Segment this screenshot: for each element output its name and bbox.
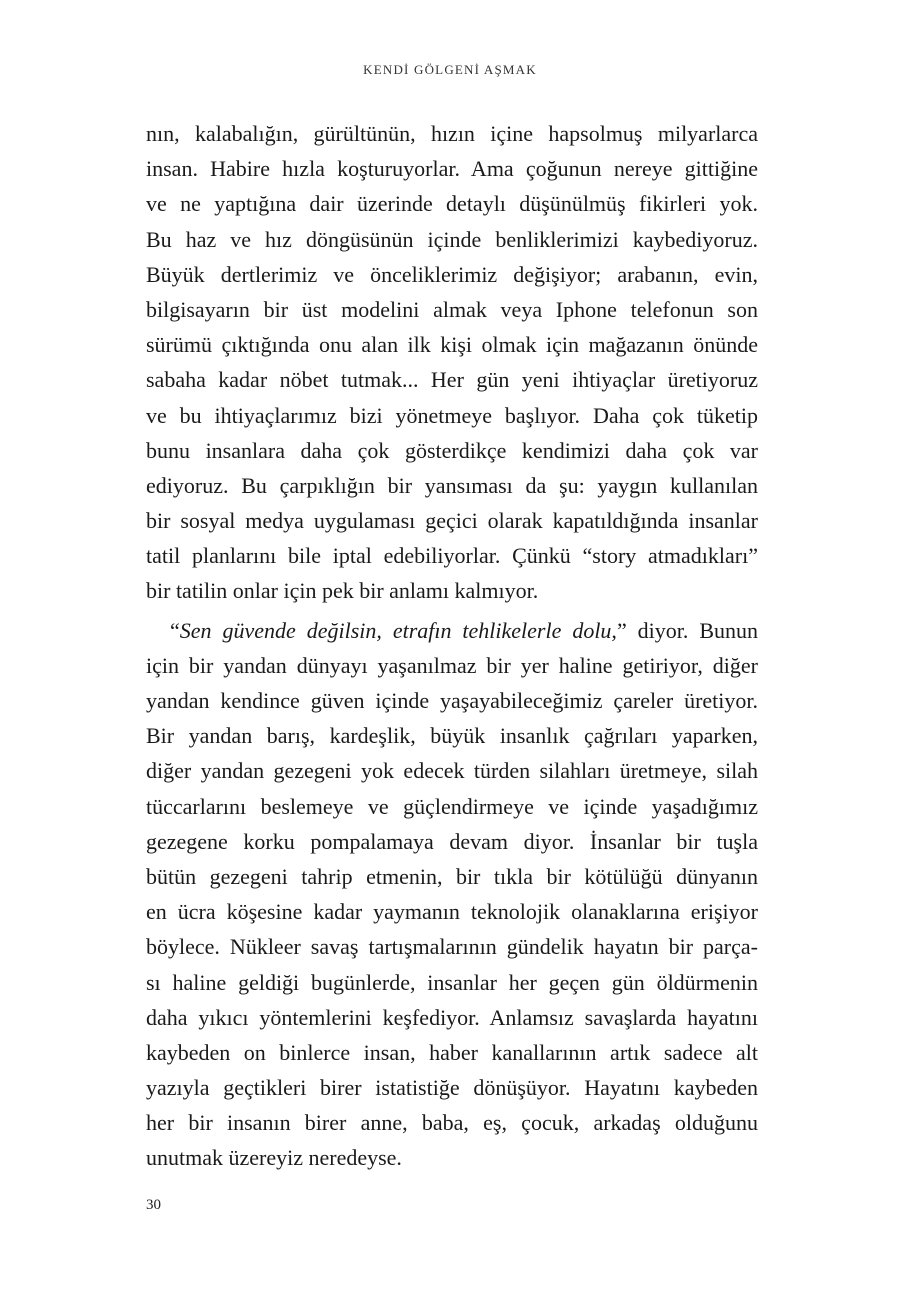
- paragraph-2: [146, 613, 758, 1176]
- body-text: [146, 116, 758, 1176]
- text-line: bir tatilin onlar için pek bir anlamı kalmıyor.: [146, 578, 539, 604]
- text-line: için bir yandan dünyayı yaşanılmaz bir yer haline getiriyor, diğer: [146, 652, 758, 678]
- text-line: yandan kendince güven içinde yaşayabileceğimiz çareler üretiyor.: [146, 688, 758, 713]
- text-line: sabaha kadar nöbet tutmak... Her gün yeni ihtiyaçlar üretiyoruz: [146, 367, 758, 393]
- text-line: sı haline geldiği bugünlerde, insanlar her geçen gün öldürmenin: [146, 969, 758, 995]
- text-line: diğer yandan gezegeni yok edecek türden silahları üretmeye, silah: [146, 758, 758, 784]
- text-line: Bir yandan barış, kardeşlik, büyük insanlık çağrıları yaparken,: [146, 723, 758, 749]
- paragraph-1: [146, 116, 758, 609]
- text-line: bütün gezegeni tahrip etmenin, bir tıkla bir kötülüğü dünyanın: [146, 863, 758, 889]
- text-line: sürümü çıktığında onu alan ilk kişi olmak için mağazanın önünde: [146, 332, 758, 358]
- text-line: ve ne yaptığına dair üzerinde detaylı düşünülmüş fikirleri yok.: [146, 191, 758, 217]
- text-line: Bu haz ve hız döngüsünün içinde benliklerimizi kaybediyoruz.: [146, 226, 758, 252]
- text-line: kaybeden on binlerce insan, haber kanallarının artık sadece alt: [146, 1039, 758, 1065]
- text-line: gezegene korku pompalamaya devam diyor. İnsanlar bir tuşla: [146, 828, 758, 854]
- text-line: yazıyla geçtikleri birer istatistiğe dönüşüyor. Hayatını kaybeden: [146, 1075, 758, 1101]
- text-line: ediyoruz. Bu çarpıklığın bir yansıması da şu: yaygın kullanılan: [146, 472, 758, 498]
- text-line: tatil planlarını bile iptal edebiliyorlar. Çünkü “story atmadıkları”: [146, 543, 758, 569]
- text-line: insan. Habire hızla koşturuyorlar. Ama çoğunun nereye gittiğine: [146, 156, 758, 182]
- text-line: en ücra köşesine kadar yaymanın teknolojik olanaklarına erişiyor: [146, 899, 758, 925]
- text-line: Büyük dertlerimiz ve önceliklerimiz değişiyor; arabanın, evin,: [146, 261, 758, 287]
- text-line: daha yıkıcı yöntemlerini keşfediyor. Anlamsız savaşlarda hayatını: [146, 1004, 758, 1030]
- text-line: böylece. Nükleer savaş tartışmalarının gündelik hayatın bir parça-: [146, 934, 758, 960]
- text-line: unutmak üzereyiz neredeyse.: [146, 1145, 402, 1171]
- text-line: ve bu ihtiyaçlarımız bizi yönetmeye başlıyor. Daha çok tüketip: [146, 402, 758, 428]
- text-line: nın, kalabalığın, gürültünün, hızın içine hapsolmuş milyarlarca: [146, 121, 758, 146]
- text-line: bir sosyal medya uygulaması geçici olarak kapatıldığında insanlar: [146, 508, 758, 534]
- text-line: her bir insanın birer anne, baba, eş, çocuk, arkadaş olduğunu: [146, 1110, 758, 1136]
- quote-close-rest: ” diyor. Bunun: [616, 617, 758, 643]
- text-line: bilgisayarın bir üst modelini almak veya Iphone telefonun son: [146, 296, 758, 322]
- running-header-title: KENDİ GÖLGENİ AŞMAK: [363, 62, 537, 77]
- text-line: tüccarlarını beslemeye ve güçlendirmeye ve içinde yaşadığımız: [146, 793, 758, 819]
- quote-open: “: [170, 617, 180, 643]
- text-line-first: [146, 613, 758, 648]
- italic-quote: Sen güvende değilsin, etrafın tehlikelerle dolu,: [179, 617, 617, 643]
- text-line: bunu insanlara daha çok gösterdikçe kendimizi daha çok var: [146, 437, 758, 463]
- page-number: 30: [146, 1197, 161, 1213]
